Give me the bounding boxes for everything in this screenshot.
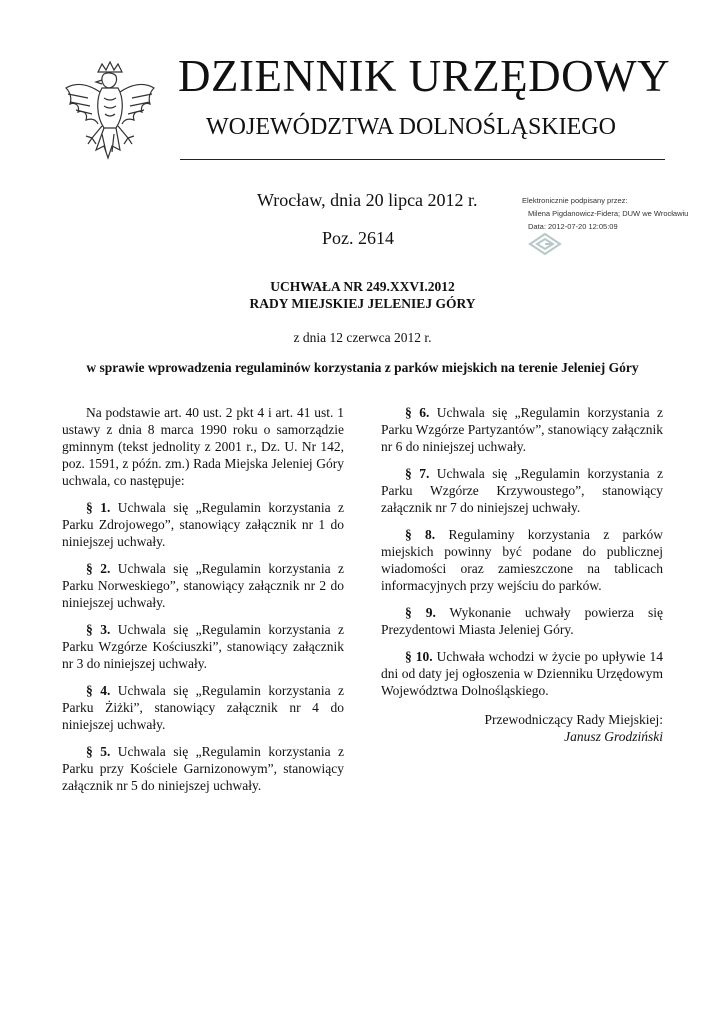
resolution-subject: w sprawie wprowadzenia regulaminów korzystania z parków miejskich na terenie Jeleniej Góry [86, 360, 639, 375]
paragraph-text: Uchwala się „Regulamin korzystania z Parku Norweskiego”, stanowiący załącznik nr 2 do niniejszej uchwały. [62, 561, 344, 610]
journal-subtitle: WOJEWÓDZTWA DOLNOŚLĄSKIEGO [206, 114, 616, 140]
paragraph-number: § 10. [405, 649, 433, 664]
paragraph-9 [381, 604, 663, 638]
paragraph-5 [62, 743, 344, 794]
paragraph-text: Uchwala się „Regulamin korzystania z Parku przy Kościele Garnizonowym”, stanowiący załącznik nr 5 do niniejszej uchwały. [62, 744, 344, 793]
esign-signer: Milena Pigdanowicz-Fidera; DUW we Wrocławiu [528, 209, 689, 218]
paragraph-text: Uchwala się „Regulamin korzystania z Parku Wzgórze Krzywoustego”, stanowiący załącznik nr 7 do niniejszej uchwały. [381, 466, 663, 515]
resolution-issuer: RADY MIEJSKIEJ JELENIEJ GÓRY [249, 296, 476, 311]
paragraph-text: Uchwala się „Regulamin korzystania z Parku Wzgórze Kościuszki”, stanowiący załącznik nr 3 do niniejszej uchwały. [62, 622, 344, 671]
signatory-name: Janusz Grodziński [564, 729, 663, 744]
paragraph-text: Uchwala się „Regulamin korzystania z Parku Wzgórze Partyzantów”, stanowiący załącznik nr 6 do niniejszej uchwały. [381, 405, 664, 454]
signature-seal-icon [528, 232, 562, 256]
paragraph-number: § 6. [405, 405, 430, 420]
paragraph-text: Uchwala się „Regulamin korzystania z Parku Żiżki”, stanowiący załącznik nr 4 do niniejszej uchwały. [62, 683, 344, 732]
paragraph-text: Uchwala się „Regulamin korzystania z Parku Zdrojowego”, stanowiący załącznik nr 1 do niniejszej uchwały. [62, 500, 344, 549]
paragraph-number: § 4. [86, 683, 111, 698]
esign-date: Data: 2012-07-20 12:05:09 [528, 222, 618, 231]
journal-title: DZIENNIK URZĘDOWY [178, 51, 671, 101]
paragraph-number: § 8. [405, 527, 436, 542]
paragraph-number: § 3. [86, 622, 111, 637]
paragraph-1 [62, 499, 344, 550]
esign-label: Elektronicznie podpisany przez: [522, 196, 628, 205]
resolution-title [0, 278, 725, 312]
text-column-right [381, 404, 663, 709]
eagle-emblem-icon [58, 58, 162, 170]
paragraph-number: § 2. [86, 561, 111, 576]
paragraph-text: Uchwała wchodzi w życie po upływie 14 dni od daty jej ogłoszenia w Dzienniku Urzędowym Województwa Dolnośląskiego. [381, 649, 664, 698]
paragraph-10 [381, 648, 663, 699]
paragraph-7 [381, 465, 663, 516]
preamble: Na podstawie art. 40 ust. 2 pkt 4 i art. 41 ust. 1 ustawy z dnia 8 marca 1990 roku o samorządzie gminnym (tekst jednolity z 2001 r., Dz. U. Nr 142, poz. 1591, z późn. zm.) Rada Miejska Jeleniej Góry uchwala, co następuje: [62, 405, 344, 488]
paragraph-text: Regulaminy korzystania z parków miejskich powinny być podane do publicznej wiadomości oraz zamieszczone na tablicach informacyjnych przy wejściu do parków. [381, 527, 664, 593]
text-column-left [62, 404, 344, 804]
paragraph-number: § 5. [86, 744, 111, 759]
paragraph-4 [62, 682, 344, 733]
paragraph-text: Wykonanie uchwały powierza się Prezydentowi Miasta Jeleniej Góry. [381, 605, 663, 637]
place-and-date: Wrocław, dnia 20 lipca 2012 r. [257, 190, 478, 210]
resolution-date: z dnia 12 czerwca 2012 r. [293, 330, 432, 345]
paragraph-number: § 7. [405, 466, 430, 481]
position-number: Poz. 2614 [322, 228, 394, 248]
paragraph-8 [381, 526, 663, 594]
signatory-role: Przewodniczący Rady Miejskiej: [484, 712, 663, 727]
signature-block [381, 711, 663, 745]
resolution-number: UCHWAŁA NR 249.XXVI.2012 [270, 279, 455, 294]
paragraph-3 [62, 621, 344, 672]
paragraph-2 [62, 560, 344, 611]
masthead-divider [180, 159, 665, 160]
paragraph-number: § 9. [405, 605, 436, 620]
paragraph-6 [381, 404, 663, 455]
paragraph-number: § 1. [86, 500, 111, 515]
